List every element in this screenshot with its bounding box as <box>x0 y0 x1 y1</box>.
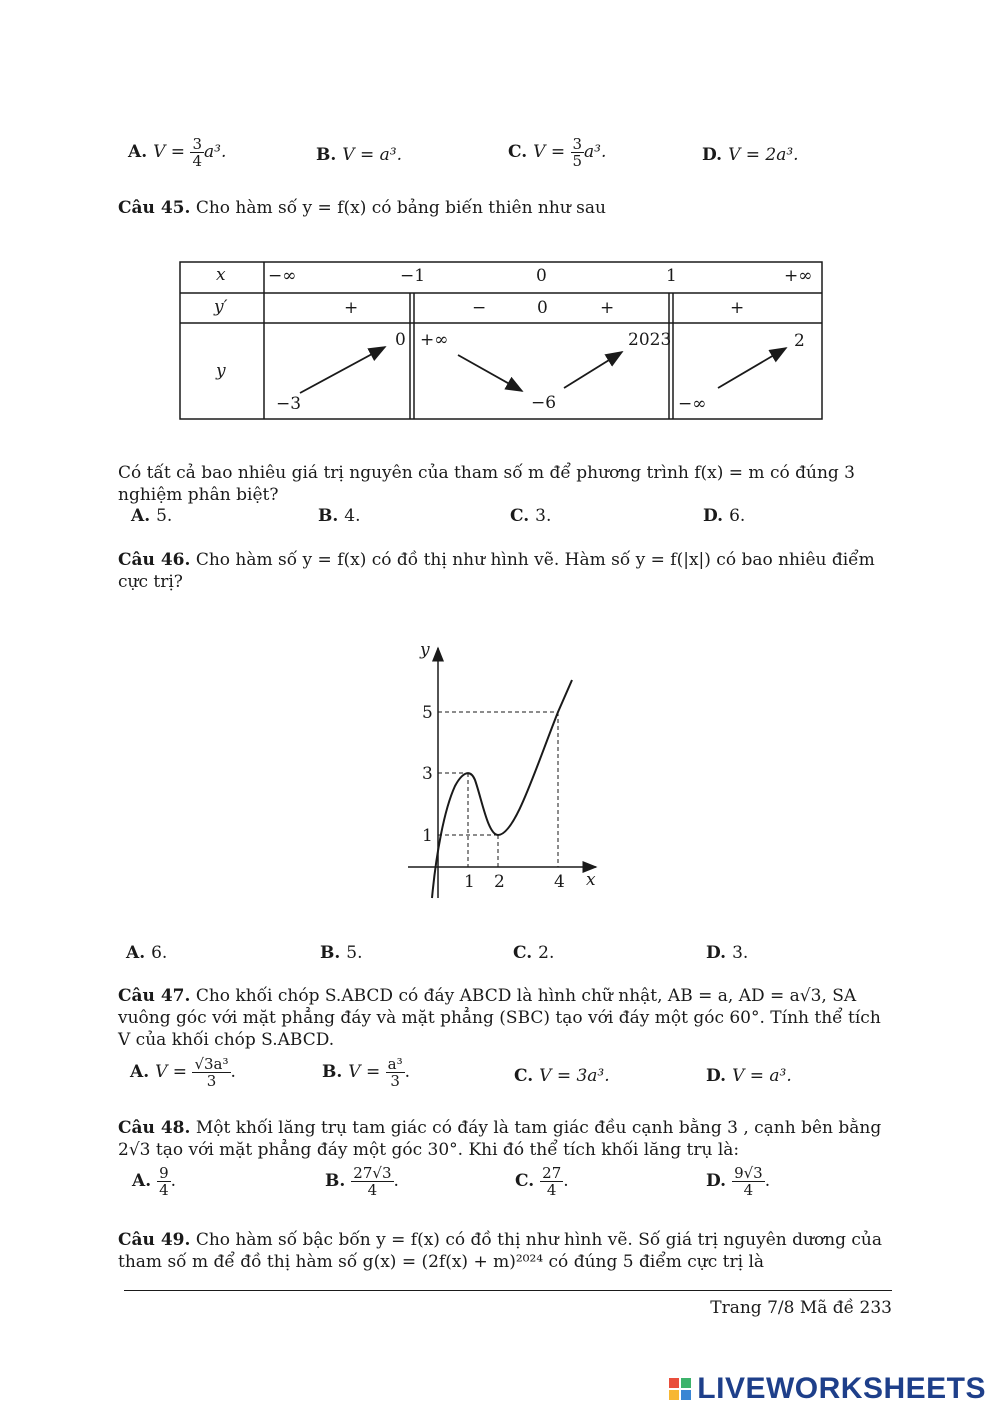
option-suffix: . <box>230 1062 236 1082</box>
question-label: Câu 47. <box>118 986 191 1006</box>
option-letter: B. <box>320 943 341 963</box>
q46-option-a[interactable] <box>126 943 167 963</box>
option-text: 6. <box>151 943 168 963</box>
numerator: 27√3 <box>353 1164 392 1182</box>
option-text: 4. <box>344 506 361 526</box>
guide-lines <box>438 712 558 867</box>
numerator: a³ <box>387 1055 403 1073</box>
option-text: 2. <box>538 943 555 963</box>
fraction <box>386 1056 405 1089</box>
y-value: −6 <box>531 393 557 413</box>
y-value: +∞ <box>420 330 449 350</box>
derivative-sign: + <box>730 298 745 318</box>
y-value: 0 <box>395 330 406 350</box>
fraction <box>192 1056 230 1089</box>
q47-option-b[interactable] <box>322 1056 410 1089</box>
denominator: 4 <box>367 1181 378 1199</box>
denominator: 4 <box>192 152 202 170</box>
q44-option-b[interactable] <box>316 145 402 165</box>
q45-option-c[interactable] <box>510 506 551 526</box>
fraction <box>732 1165 765 1198</box>
option-letter: B. <box>322 1062 343 1082</box>
option-text: 6. <box>729 506 746 526</box>
option-letter: C. <box>510 506 530 526</box>
question-text: Cho hàm số bậc bốn y = f(x) có đồ thị như hình vẽ. Số giá trị nguyên dương của tham số m để đồ thị hàm số g(x) = (2f(x) + m)²⁰²⁴ có đúng 5 điểm cực trị là <box>118 1230 883 1272</box>
option-suffix: a³. <box>584 142 607 162</box>
fraction <box>190 136 204 169</box>
q46-prompt <box>118 549 898 593</box>
q45-option-d[interactable] <box>703 506 745 526</box>
question-label: Câu 45. <box>118 198 191 218</box>
question-label: Câu 48. <box>118 1118 191 1138</box>
q46-option-d[interactable] <box>706 943 748 963</box>
option-text: 5. <box>346 943 363 963</box>
option-text: V = a³. <box>342 145 402 165</box>
question-text: Cho hàm số y = f(x) có đồ thị như hình vẽ. Hàm số y = f(|x|) có bao nhiêu điểm cực trị? <box>118 550 875 592</box>
option-letter: D. <box>706 1171 727 1191</box>
y-value: 2 <box>794 331 805 351</box>
y-tick: 5 <box>422 703 433 723</box>
numerator: 9 <box>159 1164 169 1182</box>
option-text: V = 3a³. <box>539 1066 610 1086</box>
denominator: 4 <box>743 1181 754 1199</box>
question-label: Câu 46. <box>118 550 191 570</box>
q48-option-a[interactable] <box>132 1165 176 1198</box>
q48-option-c[interactable] <box>515 1165 569 1198</box>
option-prefix: V = <box>533 142 571 162</box>
q46-option-c[interactable] <box>513 943 554 963</box>
question-text: Một khối lăng trụ tam giác có đáy là tam giác đều cạnh bằng 3 , cạnh bên bằng 2√3 tạo với mặt phẳng đáy một góc 30°. Khi đó thể tích khối lăng trụ là: <box>118 1118 882 1160</box>
q48-option-b[interactable] <box>325 1165 399 1198</box>
x-value: 0 <box>536 266 547 286</box>
fraction <box>157 1165 171 1198</box>
option-suffix: a³. <box>204 142 227 162</box>
question-text: Có tất cả bao nhiêu giá trị nguyên của tham số m để phương trình f(x) = m có đúng 3 nghiệm phân biệt? <box>118 463 856 505</box>
logo-text: LIVEWORKSHEETS <box>697 1372 986 1405</box>
y-value: −3 <box>276 394 302 414</box>
q45-option-a[interactable] <box>131 506 172 526</box>
q44-option-d[interactable] <box>702 145 799 165</box>
q48-prompt <box>118 1117 898 1161</box>
decrease-arrow <box>458 355 522 391</box>
derivative-sign: + <box>344 298 359 318</box>
option-letter: A. <box>126 943 146 963</box>
option-text: 3. <box>535 506 552 526</box>
option-suffix: . <box>764 1171 771 1191</box>
option-prefix: V = <box>348 1062 386 1082</box>
option-text: 3. <box>732 943 749 963</box>
x-tick: 2 <box>494 872 505 892</box>
y-tick: 3 <box>422 764 433 784</box>
question-text: Cho khối chóp S.ABCD có đáy ABCD là hình chữ nhật, AB = a, AD = a√3, SA vuông góc với mặt phẳng đáy và mặt phẳng (SBC) tạo với đáy một góc 60°. Tính thể tích V của khối chóp S.ABCD. <box>118 986 881 1050</box>
numerator: 27 <box>542 1164 562 1182</box>
derivative-sign: − <box>472 298 487 318</box>
option-prefix: V = <box>153 142 191 162</box>
option-letter: B. <box>316 145 337 165</box>
option-letter: D. <box>702 145 723 165</box>
x-axis-label: x <box>586 870 596 890</box>
q46-option-b[interactable] <box>320 943 363 963</box>
option-letter: B. <box>325 1171 346 1191</box>
numerator: 3 <box>572 135 583 153</box>
logo-icon <box>669 1378 691 1400</box>
fraction <box>351 1165 393 1198</box>
q45-body <box>118 462 898 506</box>
derivative-sign: + <box>600 298 615 318</box>
q47-option-d[interactable] <box>706 1066 792 1086</box>
option-letter: D. <box>706 943 727 963</box>
increase-arrow <box>718 348 786 388</box>
denominator: 3 <box>390 1072 400 1090</box>
footer-divider <box>124 1290 892 1291</box>
option-letter: D. <box>703 506 724 526</box>
table-header-x: x <box>216 265 226 285</box>
option-suffix: . <box>563 1171 569 1191</box>
q44-option-a[interactable] <box>128 136 226 169</box>
fraction <box>571 136 585 169</box>
option-text: V = 2a³. <box>728 145 799 165</box>
option-letter: B. <box>318 506 339 526</box>
x-tick: 1 <box>464 872 475 892</box>
x-value: 1 <box>666 266 677 286</box>
y-value: −∞ <box>678 394 707 414</box>
q47-prompt <box>118 985 898 1051</box>
x-value: −∞ <box>268 266 297 286</box>
q47-option-a[interactable] <box>130 1056 236 1089</box>
option-letter: C. <box>515 1171 535 1191</box>
derivative-zero: 0 <box>537 298 548 318</box>
fraction <box>540 1165 563 1198</box>
option-suffix: . <box>404 1062 411 1082</box>
q45-prompt <box>118 197 898 219</box>
y-tick: 1 <box>422 826 433 846</box>
function-curve <box>432 680 572 898</box>
x-value: +∞ <box>784 266 813 286</box>
q47-option-c[interactable] <box>514 1066 610 1086</box>
denominator: 4 <box>546 1181 557 1199</box>
q44-option-c[interactable] <box>508 136 606 169</box>
table-header-yprime: y′ <box>214 297 228 317</box>
option-letter: A. <box>130 1062 150 1082</box>
y-axis-label: y <box>420 640 430 660</box>
numerator: √3a³ <box>194 1055 229 1073</box>
page-footer: Trang 7/8 Mã đề 233 <box>710 1298 892 1318</box>
denominator: 4 <box>159 1181 169 1199</box>
option-text: 5. <box>156 506 173 526</box>
question-text: Cho hàm số y = f(x) có bảng biến thiên như sau <box>195 198 606 218</box>
option-letter: A. <box>131 506 151 526</box>
question-label: Câu 49. <box>118 1230 191 1250</box>
q48-option-d[interactable] <box>706 1165 770 1198</box>
option-prefix: V = <box>155 1062 193 1082</box>
increase-arrow <box>300 347 385 393</box>
option-letter: C. <box>514 1066 534 1086</box>
denominator: 3 <box>206 1072 217 1090</box>
liveworksheets-logo[interactable] <box>669 1372 986 1406</box>
option-letter: D. <box>706 1066 727 1086</box>
numerator: 3 <box>192 135 202 153</box>
option-letter: C. <box>508 142 528 162</box>
x-tick: 4 <box>554 872 565 892</box>
option-suffix: . <box>170 1171 177 1191</box>
option-letter: C. <box>513 943 533 963</box>
option-text: V = a³. <box>732 1066 792 1086</box>
option-letter: A. <box>132 1171 152 1191</box>
option-suffix: . <box>393 1171 399 1191</box>
q49-prompt <box>118 1229 898 1273</box>
denominator: 5 <box>572 152 583 170</box>
y-value: 2023 <box>628 330 672 350</box>
numerator: 9√3 <box>734 1164 763 1182</box>
table-header-y: y <box>216 361 226 381</box>
increase-arrow <box>564 352 622 388</box>
x-value: −1 <box>400 266 426 286</box>
q45-option-b[interactable] <box>318 506 361 526</box>
option-letter: A. <box>128 142 148 162</box>
